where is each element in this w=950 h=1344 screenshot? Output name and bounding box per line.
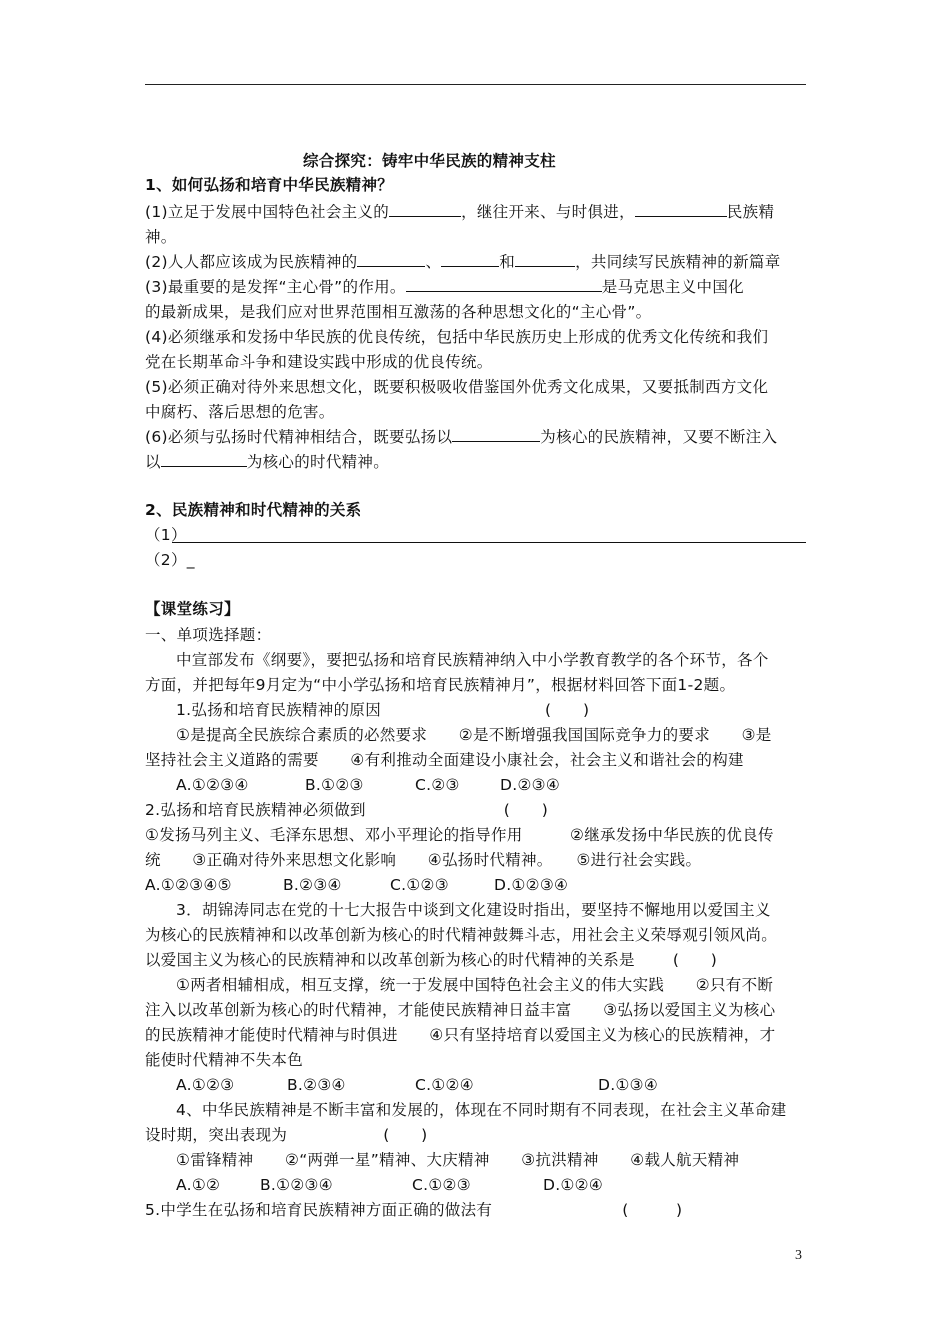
question-3-line4: ①两者相辅相成，相互支撑，统一于发展中国特色社会主义的伟大实践 ②只有不断 — [176, 976, 774, 994]
text: (6)必须与弘扬时代精神相结合，既要弘扬以 — [145, 428, 453, 446]
q2-item2: （2）_ — [145, 551, 195, 569]
question-2-options-line2: 统 ③正确对待外来思想文化影响 ④弘扬时代精神。 ⑤进行社会实践。 — [145, 851, 702, 869]
text: (1)立足于发展中国特色社会主义的 — [145, 203, 390, 221]
q1-item3-line1 — [145, 277, 744, 297]
text: (2)人人都应该成为民族精神的 — [145, 253, 358, 271]
question-1-choice-c: C.②③ — [415, 776, 460, 794]
question-3-choice-c: C.①②④ — [415, 1076, 474, 1094]
question-3-choice-a: A.①②③ — [176, 1076, 235, 1094]
question-1-choice-a: A.①②③④ — [176, 776, 249, 794]
question-2-choice-b: B.②③④ — [283, 876, 342, 894]
text: 和 — [499, 253, 516, 271]
q1-item4-line1: (4)必须继承和发扬中华民族的优良传统，包括中华民族历史上形成的优秀文化传统和我们 — [145, 328, 769, 346]
question-4-line2 — [145, 1125, 428, 1145]
question-2-options-line1: ①发扬马列主义、毛泽东思想、邓小平理论的指导作用 ②继承发扬中华民族的优良传 — [145, 826, 774, 844]
answer-blank — [441, 252, 499, 267]
answer-blank — [357, 252, 425, 267]
question-3-line2: 为核心的民族精神和以改革创新为核心的时代精神鼓舞斗志，用社会主义荣辱观引领风尚。 — [145, 926, 778, 944]
text: 以 — [145, 453, 161, 471]
question-3-line3 — [145, 950, 717, 970]
question-5-stem — [145, 1200, 682, 1220]
text: 5.中学生在弘扬和培育民族精神方面正确的做法有 — [145, 1201, 493, 1219]
q1-item1-line2: 神。 — [145, 228, 177, 246]
question-3-choice-d: D.①③④ — [598, 1076, 659, 1094]
page-number: 3 — [795, 1248, 802, 1263]
question-2-choice-a: A.①②③④⑤ — [145, 876, 232, 894]
answer-paren: ( ) — [622, 1201, 683, 1219]
question-2-choice-d: D.①②③④ — [494, 876, 569, 894]
question-1-choice-b: B.①②③ — [305, 776, 364, 794]
q1-item5-line1: (5)必须正确对待外来思想文化，既要积极吸收借鉴国外优秀文化成果，又要抵制西方文化 — [145, 378, 769, 396]
practice-heading: 【课堂练习】 — [145, 600, 240, 618]
question-2-stem — [145, 800, 548, 820]
q1-item4-line2: 党在长期革命斗争和建设实践中形成的优良传统。 — [145, 353, 493, 371]
q2-heading: 2、民族精神和时代精神的关系 — [145, 501, 362, 519]
text: ，共同续写民族精神的新篇章 — [575, 253, 781, 271]
question-4-choice-c: C.①②③ — [412, 1176, 471, 1194]
question-3-line7: 能使时代精神不失本色 — [145, 1051, 304, 1069]
question-4-choice-d: D.①②④ — [543, 1176, 604, 1194]
q1-item6-line2 — [145, 452, 389, 472]
answer-blank — [515, 252, 575, 267]
text: 以爱国主义为核心的民族精神和以改革创新为核心的时代精神的关系是 — [145, 951, 635, 969]
question-1-options-line1: ①是提高全民族综合素质的必然要求 ②是不断增强我国国际竞争力的要求 ③是 — [176, 726, 772, 744]
text: 设时期，突出表现为 — [145, 1126, 288, 1144]
q1-item5-line2: 中腐朽、落后思想的危害。 — [145, 403, 335, 421]
text: 是马克思主义中国化 — [601, 278, 744, 296]
answer-blank — [452, 427, 540, 442]
question-3-line6: 的民族精神才能使时代精神与时俱进 ④只有坚持培育以爱国主义为核心的民族精神，才 — [145, 1026, 776, 1044]
text: 为核心的民族精神，又要不断注入 — [540, 428, 778, 446]
question-4-choice-b: B.①②③④ — [260, 1176, 333, 1194]
q2-item1: （1） — [145, 526, 187, 544]
answer-blank — [406, 277, 602, 292]
intro-line2: 方面，并把每年9月定为“中小学弘扬和培育民族精神月”，根据材料回答下面1-2题。 — [145, 676, 736, 694]
q1-item6-line1 — [145, 427, 777, 447]
question-4-line1: 4、中华民族精神是不断丰富和发展的，体现在不同时期有不同表现，在社会主义革命建 — [176, 1101, 787, 1119]
text: ，继往开来、与时俱进， — [461, 203, 635, 221]
q1-item1-line1 — [145, 202, 774, 222]
question-4-choice-a: A.①② — [176, 1176, 221, 1194]
text: (3)最重要的是发挥“主心骨”的作用。 — [145, 278, 406, 296]
q1-heading: 1、如何弘扬和培育中华民族精神？ — [145, 176, 394, 194]
text: 民族精 — [726, 203, 775, 221]
page-title: 综合探究：铸牢中华民族的精神支柱 — [303, 152, 556, 170]
question-3-line1: 3．胡锦涛同志在党的十七大报告中谈到文化建设时指出，要坚持不懈地用以爱国主义 — [176, 901, 771, 919]
question-3-line5: 注入以改革创新为核心的时代精神，才能使民族精神日益丰富 ③弘扬以爱国主义为核心 — [145, 1001, 776, 1019]
question-1-choice-d: D.②③④ — [500, 776, 561, 794]
answer-paren: ( ) — [545, 701, 590, 719]
question-1-options-line2: 坚持社会主义道路的需要 ④有利推动全面建设小康社会，社会主义和谐社会的构建 — [145, 751, 744, 769]
answer-blank — [161, 452, 247, 467]
q1-item3-line2: 的最新成果，是我们应对世界范围相互激荡的各种思想文化的“主心骨”。 — [145, 303, 652, 321]
question-4-options: ①雷锋精神 ②“两弹一星”精神、大庆精神 ③抗洪精神 ④载人航天精神 — [176, 1151, 740, 1169]
q1-item2 — [145, 252, 781, 272]
question-3-choice-b: B.②③④ — [287, 1076, 346, 1094]
section-heading: 一、单项选择题： — [145, 626, 272, 644]
answer-paren: ( ) — [383, 1126, 428, 1144]
header-rule — [145, 84, 806, 85]
answer-blank — [389, 202, 461, 217]
answer-paren: ( ) — [672, 951, 718, 969]
answer-blank — [635, 202, 727, 217]
text: 为核心的时代精神。 — [246, 453, 390, 471]
text: 1.弘扬和培育民族精神的原因 — [176, 701, 381, 719]
answer-paren: ( ) — [503, 801, 549, 819]
text: 2.弘扬和培育民族精神必须做到 — [145, 801, 366, 819]
answer-line — [172, 542, 806, 543]
intro-line1: 中宣部发布《纲要》，要把弘扬和培育民族精神纳入中小学教育教学的各个环节，各个 — [176, 651, 769, 669]
question-1-stem — [176, 700, 589, 720]
text: 、 — [425, 253, 442, 271]
question-2-choice-c: C.①②③ — [390, 876, 449, 894]
